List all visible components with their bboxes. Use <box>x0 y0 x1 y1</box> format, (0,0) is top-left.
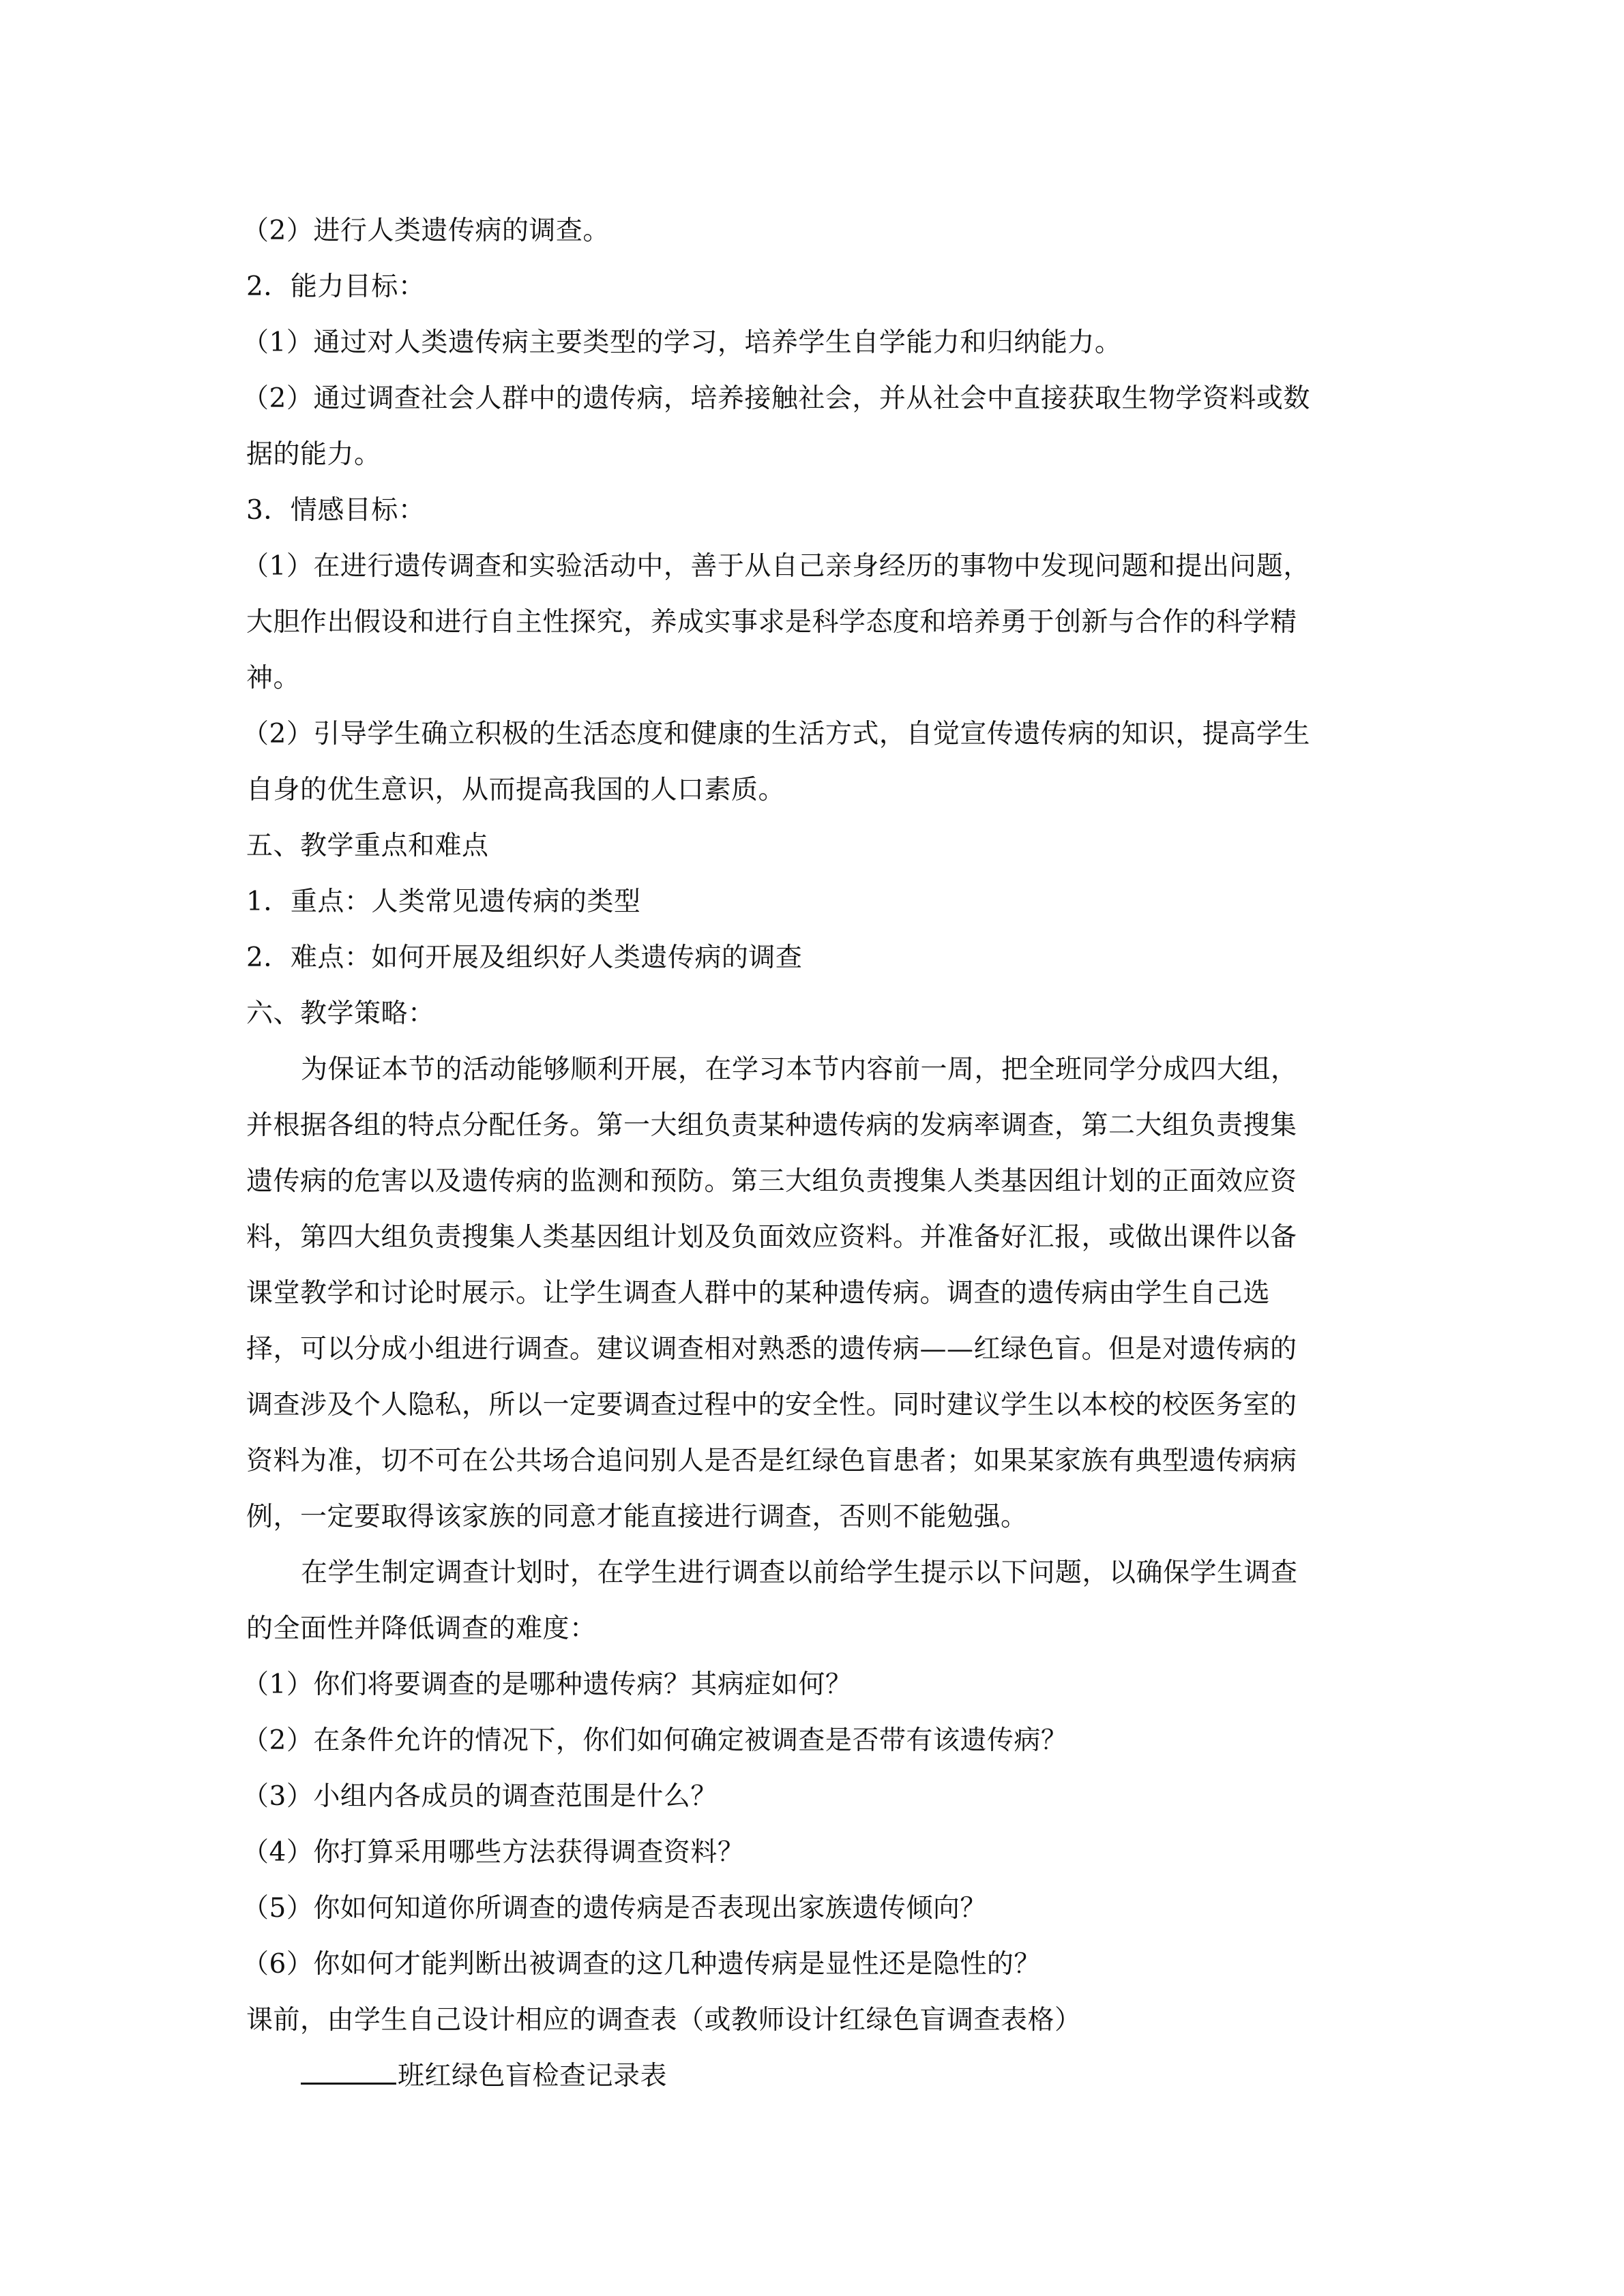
question-item-2: （2）在条件允许的情况下，你们如何确定被调查是否带有该遗传病？ <box>242 1725 1068 1756</box>
pre-class-note: 课前，由学生自己设计相应的调查表（或教师设计红绿色盲调查表格） <box>246 2005 1082 2036</box>
emotion-goal-item-1: （1）在进行遗传调查和实验活动中，善于从自己亲身经历的事物中发现问题和提出问题， <box>242 551 1310 582</box>
section-six-heading: 六、教学策略： <box>246 998 435 1029</box>
section-five-heading: 五、教学重点和难点 <box>246 831 489 861</box>
question-item-3: （3）小组内各成员的调查范围是什么？ <box>242 1781 718 1812</box>
key-point: 1．重点：人类常见遗传病的类型 <box>246 886 641 917</box>
strategy-paragraph-line-6: 择，可以分成小组进行调查。建议调查相对熟悉的遗传病——红绿色盲。但是对遗传病的 <box>246 1334 1297 1365</box>
emotion-goal-item-2: （2）引导学生确立积极的生活态度和健康的生活方式，自觉宣传遗传病的知识，提高学生 <box>242 719 1310 749</box>
question-item-6: （6）你如何才能判断出被调查的这几种遗传病是显性还是隐性的？ <box>242 1949 1041 1980</box>
plan-paragraph-line-2: 的全面性并降低调查的难度： <box>246 1613 597 1644</box>
class-name-blank <box>301 2057 396 2085</box>
goal-1-item-2: （2）进行人类遗传病的调查。 <box>242 215 610 246</box>
table-title: 班红绿色盲检查记录表 <box>398 2061 668 2091</box>
strategy-paragraph-line-5: 课堂教学和讨论时展示。让学生调查人群中的某种遗传病。调查的遗传病由学生自己选 <box>246 1278 1271 1309</box>
strategy-paragraph-line-8: 资料为准，切不可在公共场合追问别人是否是红绿色盲患者；如果某家族有典型遗传病病 <box>246 1446 1297 1476</box>
strategy-paragraph-line-3: 遗传病的危害以及遗传病的监测和预防。第三大组负责搜集人类基因组计划的正面效应资 <box>246 1166 1297 1197</box>
strategy-paragraph-line-4: 料，第四大组负责搜集人类基因组计划及负面效应资料。并准备好汇报，或做出课件以备 <box>246 1222 1297 1253</box>
table-title-line <box>246 2048 1378 2104</box>
question-item-5: （5）你如何知道你所调查的遗传病是否表现出家族遗传倾向？ <box>242 1893 987 1924</box>
question-item-1: （1）你们将要调查的是哪种遗传病？其病症如何？ <box>242 1669 853 1700</box>
strategy-paragraph-line-9: 例，一定要取得该家族的同意才能直接进行调查，否则不能勉强。 <box>246 1502 1028 1532</box>
question-item-4: （4）你打算采用哪些方法获得调查资料？ <box>242 1837 745 1868</box>
strategy-paragraph-line-1: 为保证本节的活动能够顺利开展，在学习本节内容前一周，把全班同学分成四大组， <box>301 1054 1298 1085</box>
plan-paragraph-line-1: 在学生制定调查计划时，在学生进行调查以前给学生提示以下问题，以确保学生调查 <box>301 1557 1298 1588</box>
ability-goal-heading: 2．能力目标： <box>246 271 426 302</box>
ability-goal-item-1: （1）通过对人类遗传病主要类型的学习，培养学生自学能力和归纳能力。 <box>242 327 1122 358</box>
document-page <box>242 203 1378 2104</box>
emotion-goal-item-1-cont-2: 神。 <box>246 663 301 694</box>
ability-goal-item-2-cont: 据的能力。 <box>246 439 381 470</box>
emotion-goal-item-1-cont-1: 大胆作出假设和进行自主性探究，养成实事求是科学态度和培养勇于创新与合作的科学精 <box>246 607 1297 638</box>
difficult-point: 2．难点：如何开展及组织好人类遗传病的调查 <box>246 942 803 973</box>
strategy-paragraph-line-7: 调查涉及个人隐私，所以一定要调查过程中的安全性。同时建议学生以本校的校医务室的 <box>246 1390 1297 1420</box>
strategy-paragraph-line-2: 并根据各组的特点分配任务。第一大组负责某种遗传病的发病率调查，第二大组负责搜集 <box>246 1110 1297 1141</box>
emotion-goal-heading: 3．情感目标： <box>246 495 426 526</box>
ability-goal-item-2: （2）通过调查社会人群中的遗传病，培养接触社会，并从社会中直接获取生物学资料或数 <box>242 383 1310 414</box>
emotion-goal-item-2-cont: 自身的优生意识，从而提高我国的人口素质。 <box>246 775 786 805</box>
